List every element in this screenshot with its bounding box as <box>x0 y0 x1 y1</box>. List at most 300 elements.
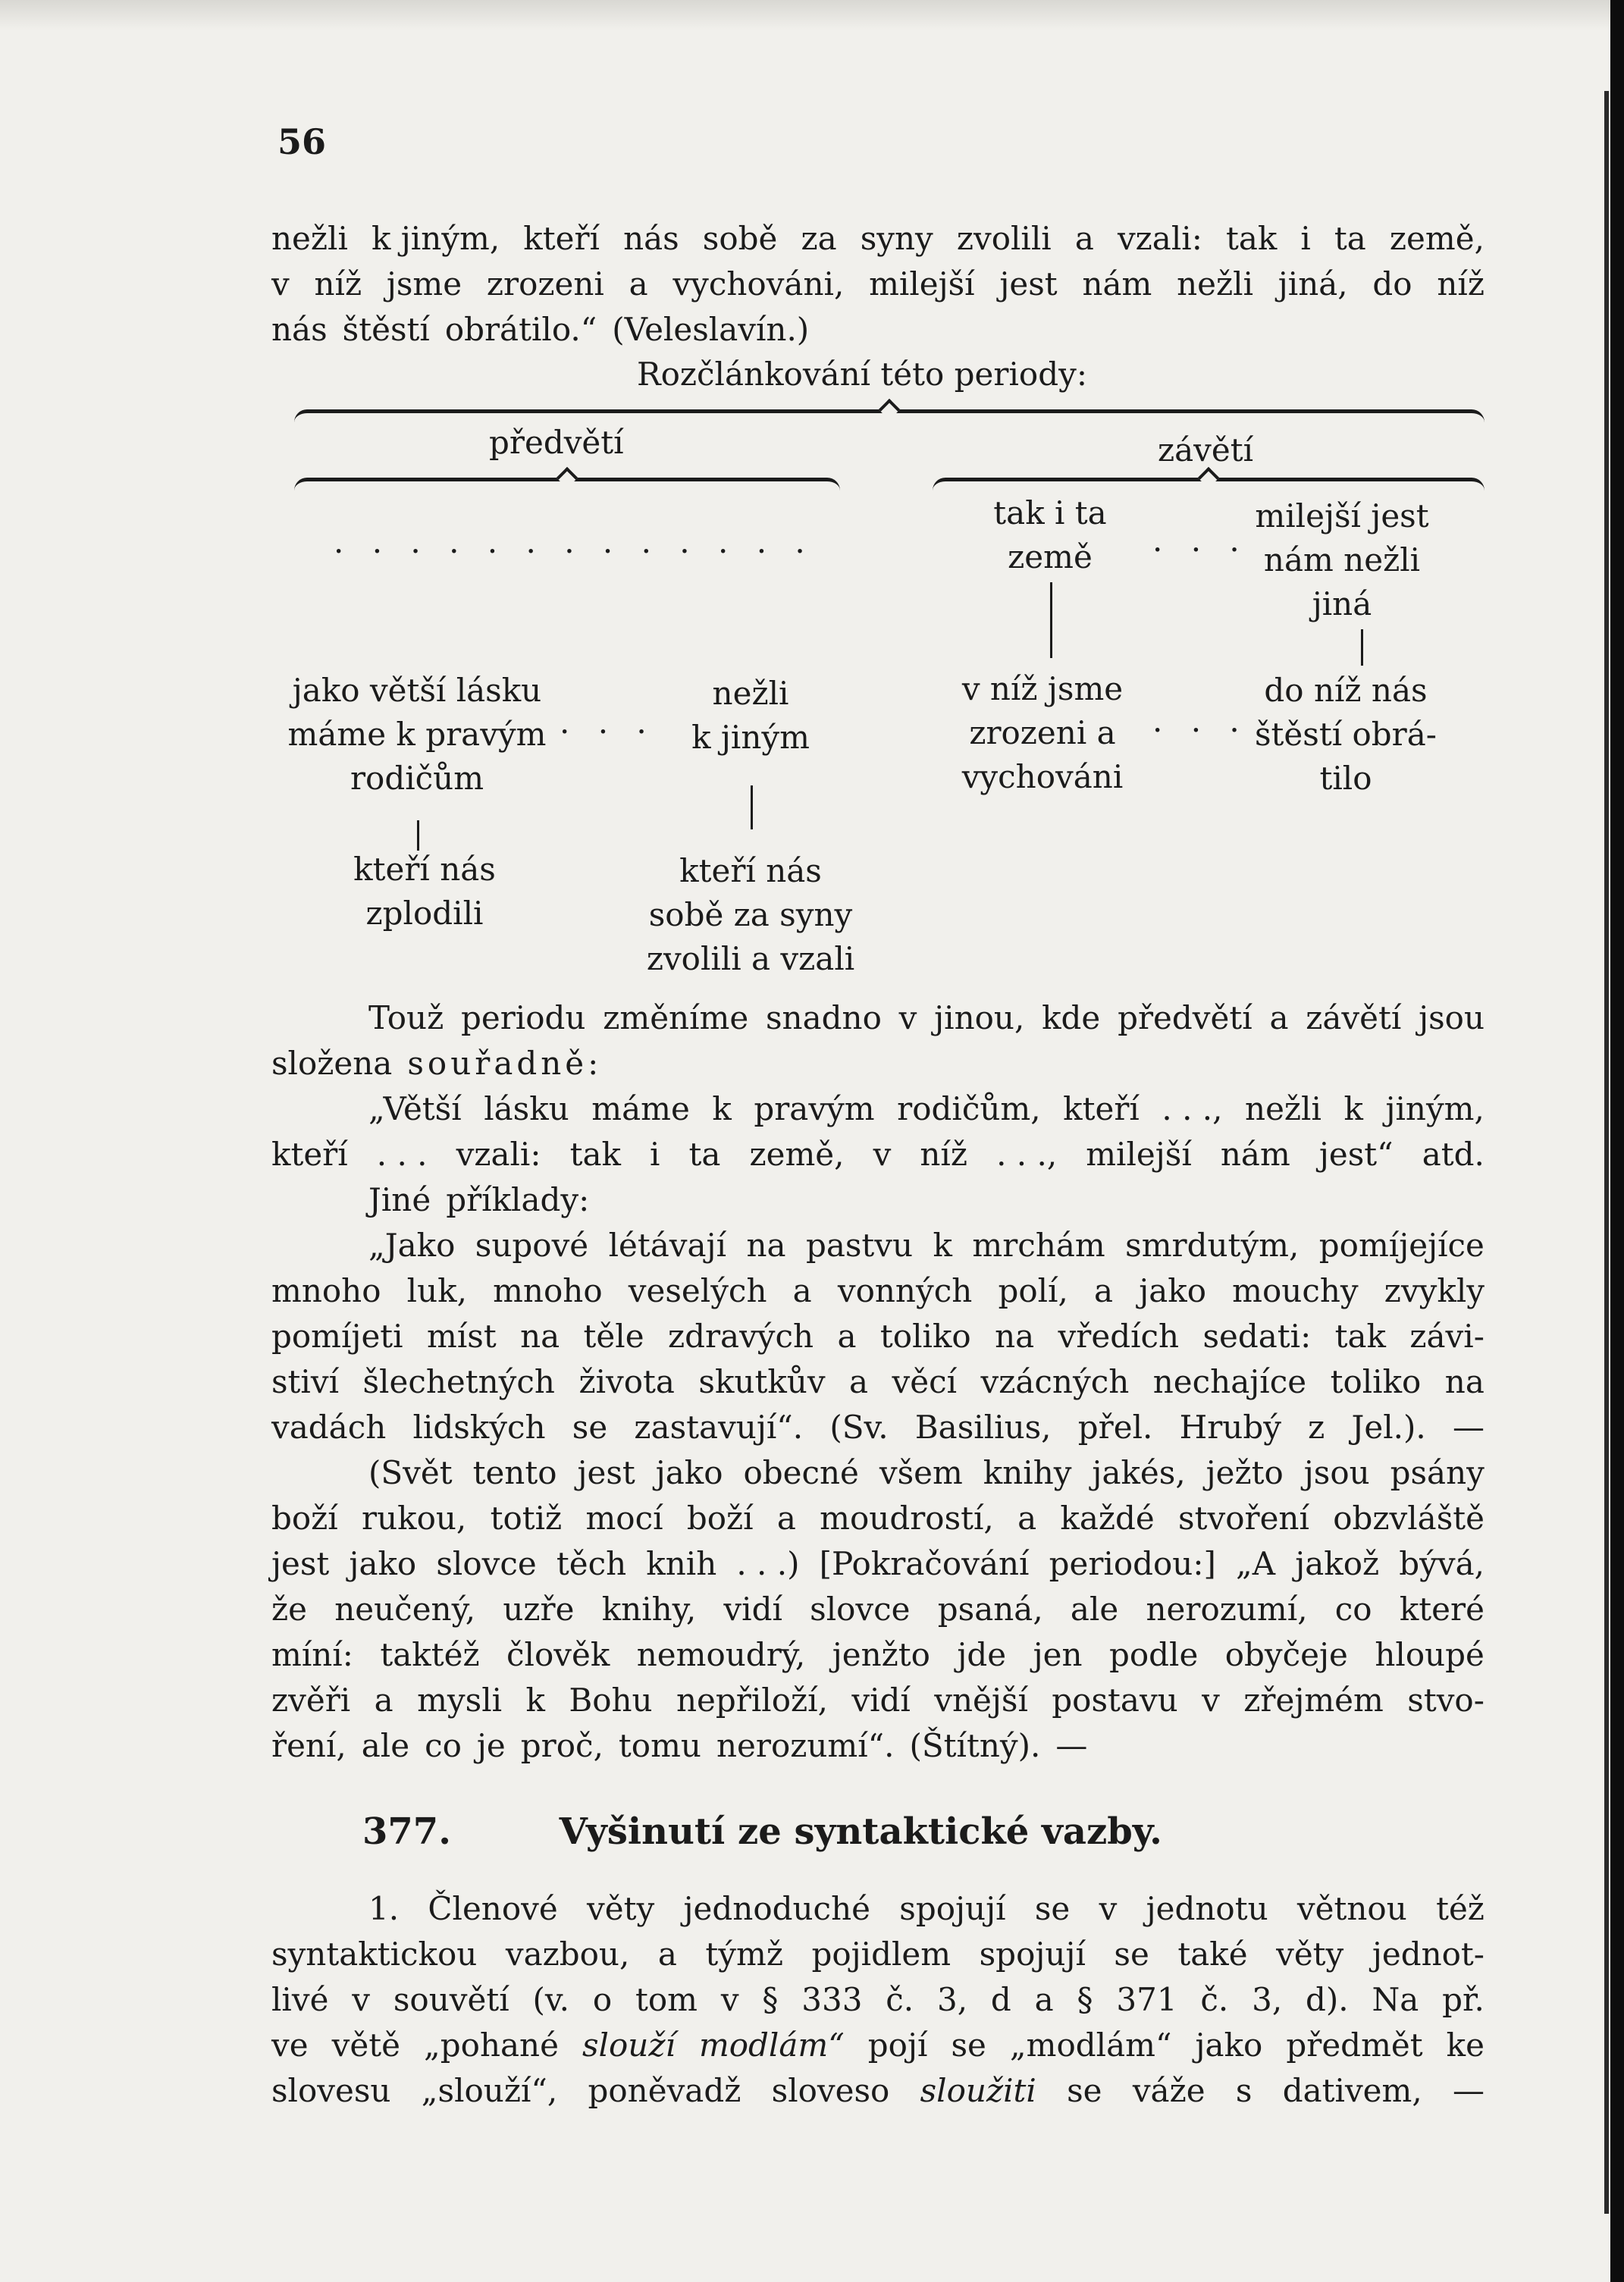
word: jen <box>1033 1636 1083 1673</box>
word: rukou, <box>362 1500 467 1537</box>
word: se <box>1067 2072 1102 2109</box>
word: Basilius, <box>914 1409 1052 1446</box>
word: polí, <box>998 1272 1068 1309</box>
word: tomu <box>618 1727 701 1764</box>
dots-link: . . . <box>1152 702 1249 739</box>
word: pravým <box>754 1090 875 1127</box>
word: věty <box>1276 1936 1344 1973</box>
word: 3, <box>936 1981 968 2018</box>
text-line <box>271 1632 1484 1678</box>
word: nežli <box>1177 265 1254 302</box>
node-line: máme k pravým <box>287 716 547 753</box>
word: složena <box>271 1045 393 1082</box>
word: se <box>1114 1936 1149 1973</box>
word: mouchy <box>1232 1272 1359 1309</box>
word: ke <box>1446 2027 1484 2064</box>
word: v <box>1099 1890 1118 1927</box>
word: a <box>1269 999 1289 1036</box>
word: nerozumí, <box>1146 1591 1308 1628</box>
scan-edge <box>1610 0 1624 2282</box>
node-line: do níž nás <box>1264 672 1428 709</box>
word: moudrostí, <box>820 1500 994 1537</box>
text-line <box>271 307 1484 353</box>
diagram-caption: Rozčlánkování této periody: <box>637 356 1087 393</box>
word: v <box>352 1981 371 2018</box>
word: bývá, <box>1399 1545 1484 1582</box>
node-line: zvolili a vzali <box>646 940 855 977</box>
word: vnější <box>934 1682 1028 1719</box>
scan-edge-inner <box>1604 91 1609 2214</box>
node-line: jiná <box>1312 585 1372 622</box>
word: větě <box>331 2027 400 2064</box>
word: nám <box>1220 1136 1290 1173</box>
text-line <box>271 2068 1484 2114</box>
word: zvěři <box>271 1682 351 1719</box>
word: atd. <box>1422 1136 1484 1173</box>
word: přel. <box>1077 1409 1153 1446</box>
word: nerozumí“. <box>716 1727 895 1764</box>
node-line: kteří nás <box>679 852 822 889</box>
word: (Štítný). <box>909 1727 1041 1764</box>
word: sloveso <box>771 2072 890 2109</box>
word: nám <box>1082 265 1152 302</box>
word: vidí <box>723 1591 782 1628</box>
word: toliko <box>879 1318 971 1355</box>
word: slovce <box>436 1545 537 1582</box>
word: mrchám <box>972 1227 1105 1264</box>
node-v-niz <box>933 667 1152 799</box>
word: létávají <box>608 1227 727 1264</box>
word: života <box>578 1363 675 1400</box>
section-title: Vyšinutí ze syntaktické vazby. <box>559 1810 1162 1853</box>
section-heading <box>362 1810 1162 1853</box>
word: na <box>1444 1363 1484 1400</box>
word: změníme <box>603 999 749 1036</box>
word: a <box>792 1272 812 1309</box>
word: vazbou, <box>505 1936 630 1973</box>
word: země, <box>1389 220 1484 257</box>
node-kteri-zplodili <box>318 848 531 936</box>
word: na <box>746 1227 786 1264</box>
word: k <box>933 1227 952 1264</box>
word: slovce <box>810 1591 911 1628</box>
zaveti-brace <box>933 478 1484 491</box>
word: 371 <box>1116 1981 1177 2018</box>
word: č. <box>1200 1981 1229 2018</box>
word: totiž <box>490 1500 563 1537</box>
word: [Pokračování <box>819 1545 1030 1582</box>
text-line <box>271 1086 1484 1132</box>
word: smrdutým, <box>1125 1227 1300 1264</box>
word: jinou, <box>934 999 1025 1036</box>
word: se <box>951 2027 986 2064</box>
word: nemoudrý, <box>636 1636 806 1673</box>
word: o <box>592 1981 613 2018</box>
word: závětí <box>1306 999 1402 1036</box>
node-line: rodičům <box>350 760 484 797</box>
word: „slouží“, <box>421 2072 558 2109</box>
word: . . ., <box>996 1136 1058 1173</box>
word: obzvláště <box>1333 1500 1484 1537</box>
dots-link: . . . <box>560 704 656 741</box>
connector-line <box>1361 629 1363 666</box>
word: poněvadž <box>588 2072 741 2109</box>
word: nás <box>623 220 679 257</box>
node-milejsi <box>1228 494 1456 626</box>
text-line <box>271 1886 1484 1932</box>
word: šlechetných <box>362 1363 555 1400</box>
word: v <box>1202 1682 1220 1719</box>
word: vředích <box>1058 1318 1180 1355</box>
word: ale <box>1070 1591 1119 1628</box>
word: též <box>1436 1890 1484 1927</box>
diagram-top-brace <box>294 409 1484 422</box>
word: spojují <box>979 1936 1086 1973</box>
word: luk, <box>406 1272 467 1309</box>
word: nás <box>271 311 328 348</box>
word: „pohané <box>424 2027 559 2064</box>
node-line: sobě za syny <box>648 896 853 933</box>
word: ření, <box>271 1727 346 1764</box>
word: Touž <box>368 999 444 1036</box>
word: vonných <box>837 1272 973 1309</box>
word: § <box>1077 1981 1093 2018</box>
word: Na <box>1372 1981 1419 2018</box>
word: obrátilo.“ <box>444 311 597 348</box>
word: Jel.). <box>1351 1409 1426 1446</box>
text-line <box>271 1496 1484 1541</box>
intro-paragraph <box>271 216 1484 353</box>
scan-shadow <box>0 0 1624 30</box>
word: pastvu <box>805 1227 914 1264</box>
word: psaná, <box>937 1591 1043 1628</box>
word: nechajíce <box>1152 1363 1307 1400</box>
omitted-dots: . . . . . . . . . . . . . <box>334 523 814 560</box>
text-line <box>271 1541 1484 1587</box>
word: a <box>776 1500 796 1537</box>
word: a <box>1034 1981 1054 2018</box>
main-paragraph <box>271 995 1484 1769</box>
word: předvětí <box>1118 999 1252 1036</box>
word: Jiné <box>368 1181 431 1218</box>
word: 1. <box>368 1890 400 1927</box>
text-line <box>271 1405 1484 1450</box>
word: k jiným, <box>371 220 500 257</box>
word: jest <box>271 1545 330 1582</box>
word: pomíjeti <box>271 1318 403 1355</box>
word: vzácných <box>980 1363 1130 1400</box>
predveti-label: předvětí <box>489 424 624 461</box>
word: zastavují“. <box>634 1409 804 1446</box>
node-line: zrozeni a <box>969 714 1116 751</box>
word: zvykly <box>1384 1272 1484 1309</box>
word: a <box>1093 1272 1114 1309</box>
node-nezli <box>660 672 842 760</box>
word: hloupé <box>1375 1636 1484 1673</box>
word: knihy <box>983 1454 1072 1491</box>
word: zdravých <box>667 1318 814 1355</box>
node-line: milejší jest <box>1255 497 1429 534</box>
dots-link: . . . <box>1152 522 1249 559</box>
word: knih <box>646 1545 717 1582</box>
node-line: země <box>1008 538 1093 575</box>
word: těle <box>583 1318 644 1355</box>
word: věcí <box>892 1363 958 1400</box>
word: stvoření <box>1178 1500 1309 1537</box>
word: za <box>801 220 837 257</box>
word: máme <box>591 1090 690 1127</box>
word: pojí <box>867 2027 928 2064</box>
word: na <box>995 1318 1035 1355</box>
word: každé <box>1060 1500 1155 1537</box>
word: neučený, <box>334 1591 476 1628</box>
word: z <box>1308 1409 1325 1446</box>
section-number: 377. <box>362 1810 451 1853</box>
word: zřejmém <box>1243 1682 1384 1719</box>
predveti-brace <box>294 478 840 491</box>
word: zrozeni <box>486 265 604 302</box>
word: — <box>1452 1409 1484 1446</box>
word: i <box>1300 220 1311 257</box>
word: milejší <box>1086 1136 1192 1173</box>
word: . . .) <box>736 1545 800 1582</box>
section-paragraph <box>271 1886 1484 2114</box>
word: jsme <box>386 265 462 302</box>
word: mnoho <box>271 1272 381 1309</box>
word: jako <box>1195 2027 1263 2064</box>
word: které <box>1399 1591 1484 1628</box>
node-jako-vetsi <box>265 669 569 801</box>
word: toliko <box>1330 1363 1422 1400</box>
node-line: vychováni <box>961 758 1124 795</box>
node-line: tak i ta <box>993 494 1107 531</box>
word: tak <box>1225 220 1278 257</box>
word: příklady: <box>446 1181 590 1218</box>
word: na <box>520 1318 560 1355</box>
word: stiví <box>271 1363 340 1400</box>
word: jako <box>349 1545 417 1582</box>
word: tento <box>472 1454 557 1491</box>
text-line <box>271 1587 1484 1632</box>
word: vzali: <box>1117 220 1202 257</box>
word: míní: <box>271 1636 353 1673</box>
word: rodičům, <box>897 1090 1041 1127</box>
word: d <box>990 1981 1011 2018</box>
node-line: tilo <box>1319 760 1372 797</box>
word: v <box>720 1981 739 2018</box>
word: kteří <box>1063 1090 1140 1127</box>
word: (Veleslavín.) <box>612 311 810 348</box>
word: boží <box>271 1500 338 1537</box>
word: větnou <box>1296 1890 1407 1927</box>
word: „Větší <box>368 1090 462 1127</box>
word: jenžto <box>832 1636 930 1673</box>
word: nepřiloží, <box>676 1682 828 1719</box>
word: jest <box>577 1454 635 1491</box>
word: země, <box>749 1136 845 1173</box>
word: a <box>657 1936 677 1973</box>
word: vidí <box>851 1682 911 1719</box>
node-line: štěstí obrá- <box>1255 716 1437 753</box>
word: jest“ <box>1318 1136 1394 1173</box>
word: př. <box>1442 1981 1484 2018</box>
word: zvolili <box>956 220 1052 257</box>
text-line <box>271 1450 1484 1496</box>
word: jednotu <box>1146 1890 1268 1927</box>
word: modlám“ <box>698 2027 845 2064</box>
word: štěstí <box>342 311 430 348</box>
word: týmž <box>705 1936 783 1973</box>
word: míst <box>427 1318 497 1355</box>
word: a <box>837 1318 857 1355</box>
word: Hrubý <box>1179 1409 1281 1446</box>
word: veselých <box>628 1272 767 1309</box>
node-line: jako větší lásku <box>292 672 542 709</box>
word: d). <box>1306 1981 1349 2018</box>
word: . . ., <box>1162 1090 1223 1127</box>
word: proč, <box>520 1727 604 1764</box>
text-line <box>271 1678 1484 1723</box>
word: kteří <box>523 220 600 257</box>
word: v <box>873 1136 892 1173</box>
text-line <box>271 1359 1484 1405</box>
word: souvětí <box>393 1981 509 2018</box>
word: Členové <box>428 1890 558 1927</box>
word: 333 <box>801 1981 863 2018</box>
word: v <box>898 999 917 1036</box>
word: do <box>1372 265 1412 302</box>
word: „A <box>1235 1545 1276 1582</box>
word: také <box>1177 1936 1248 1973</box>
word: těch <box>556 1545 627 1582</box>
text-line <box>271 262 1484 307</box>
word: se <box>1034 1890 1071 1927</box>
node-line: zplodili <box>365 895 484 932</box>
text-line <box>271 1132 1484 1177</box>
word: ta <box>688 1136 721 1173</box>
word: psány <box>1390 1454 1484 1491</box>
word: nežli <box>1245 1090 1321 1127</box>
word: níž <box>1437 265 1484 302</box>
word: periodou:] <box>1049 1545 1216 1582</box>
node-do-niz <box>1236 669 1456 801</box>
word: ale <box>361 1727 410 1764</box>
word: jako <box>1139 1272 1206 1309</box>
word: (Svět <box>368 1454 453 1491</box>
word: jde <box>957 1636 1007 1673</box>
word: nežli <box>271 220 348 257</box>
word: periodu <box>460 999 586 1036</box>
connector-line <box>751 785 753 829</box>
word: k <box>525 1682 545 1719</box>
word: k <box>1343 1090 1363 1127</box>
word: kde <box>1042 999 1101 1036</box>
word: a <box>1017 1500 1037 1537</box>
word: mocí <box>585 1500 663 1537</box>
word: závi- <box>1409 1318 1484 1355</box>
zaveti-label: závětí <box>1158 431 1254 469</box>
word: vychováni, <box>672 265 845 302</box>
word: jednoduché <box>683 1890 870 1927</box>
node-line: kteří nás <box>353 851 496 888</box>
word: supové <box>475 1227 589 1264</box>
node-tak-i-ta <box>955 491 1145 579</box>
word: milejší <box>869 265 975 302</box>
word: se <box>572 1409 608 1446</box>
word: vzali: <box>456 1136 541 1173</box>
text-line <box>271 1723 1484 1769</box>
word: (v. <box>532 1981 569 2018</box>
word: mnoho <box>493 1272 603 1309</box>
word: dativem, <box>1282 2072 1422 2109</box>
text-line <box>271 1314 1484 1359</box>
word: postavu <box>1052 1682 1178 1719</box>
text-line <box>271 1177 1484 1223</box>
word: sobě <box>702 220 778 257</box>
text-line <box>271 995 1484 1041</box>
text-line <box>271 1977 1484 2023</box>
word: taktéž <box>380 1636 480 1673</box>
word: je <box>476 1727 506 1764</box>
word: váže <box>1132 2072 1205 2109</box>
word: Bohu <box>569 1682 653 1719</box>
word: knihy, <box>601 1591 697 1628</box>
word: pomíjejíce <box>1318 1227 1484 1264</box>
word: skutkův <box>698 1363 826 1400</box>
word: lidských <box>412 1409 546 1446</box>
text-line <box>271 2023 1484 2068</box>
node-kteri-zvolili <box>622 849 879 981</box>
word: a <box>1074 220 1094 257</box>
word: syntaktickou <box>271 1936 478 1973</box>
text-line <box>271 1223 1484 1268</box>
word: boží <box>686 1500 754 1537</box>
word: jakož <box>1295 1545 1380 1582</box>
word: tom <box>635 1981 698 2018</box>
word: v <box>271 265 290 302</box>
word: (Sv. <box>829 1409 889 1446</box>
connector-line <box>417 820 419 851</box>
word: jiná, <box>1278 265 1348 302</box>
connector-line <box>1050 582 1052 658</box>
word: co <box>1334 1591 1372 1628</box>
word: vadách <box>271 1409 387 1446</box>
word: — <box>1055 1727 1088 1764</box>
word: — <box>1452 2072 1484 2109</box>
node-line: nežli <box>712 675 789 712</box>
page-number: 56 <box>277 121 327 162</box>
word: kteří <box>271 1136 348 1173</box>
word: syny <box>860 220 933 257</box>
word: s <box>1235 2072 1252 2109</box>
word: slovesu <box>271 2072 391 2109</box>
word: podle <box>1108 1636 1199 1673</box>
word: „Jako <box>368 1227 456 1264</box>
word: jsou <box>1303 1454 1370 1491</box>
word: jiným, <box>1385 1090 1484 1127</box>
word: „modlám“ <box>1009 2027 1172 2064</box>
word: co <box>425 1727 462 1764</box>
word: níž <box>920 1136 967 1173</box>
word: 3, <box>1252 1981 1283 2018</box>
word: ve <box>271 2027 309 2064</box>
word: stvo- <box>1407 1682 1484 1719</box>
word: č. <box>886 1981 914 2018</box>
word: § <box>762 1981 779 2018</box>
word: uzře <box>503 1591 575 1628</box>
word: snadno <box>765 999 882 1036</box>
word: tak <box>1334 1318 1387 1355</box>
